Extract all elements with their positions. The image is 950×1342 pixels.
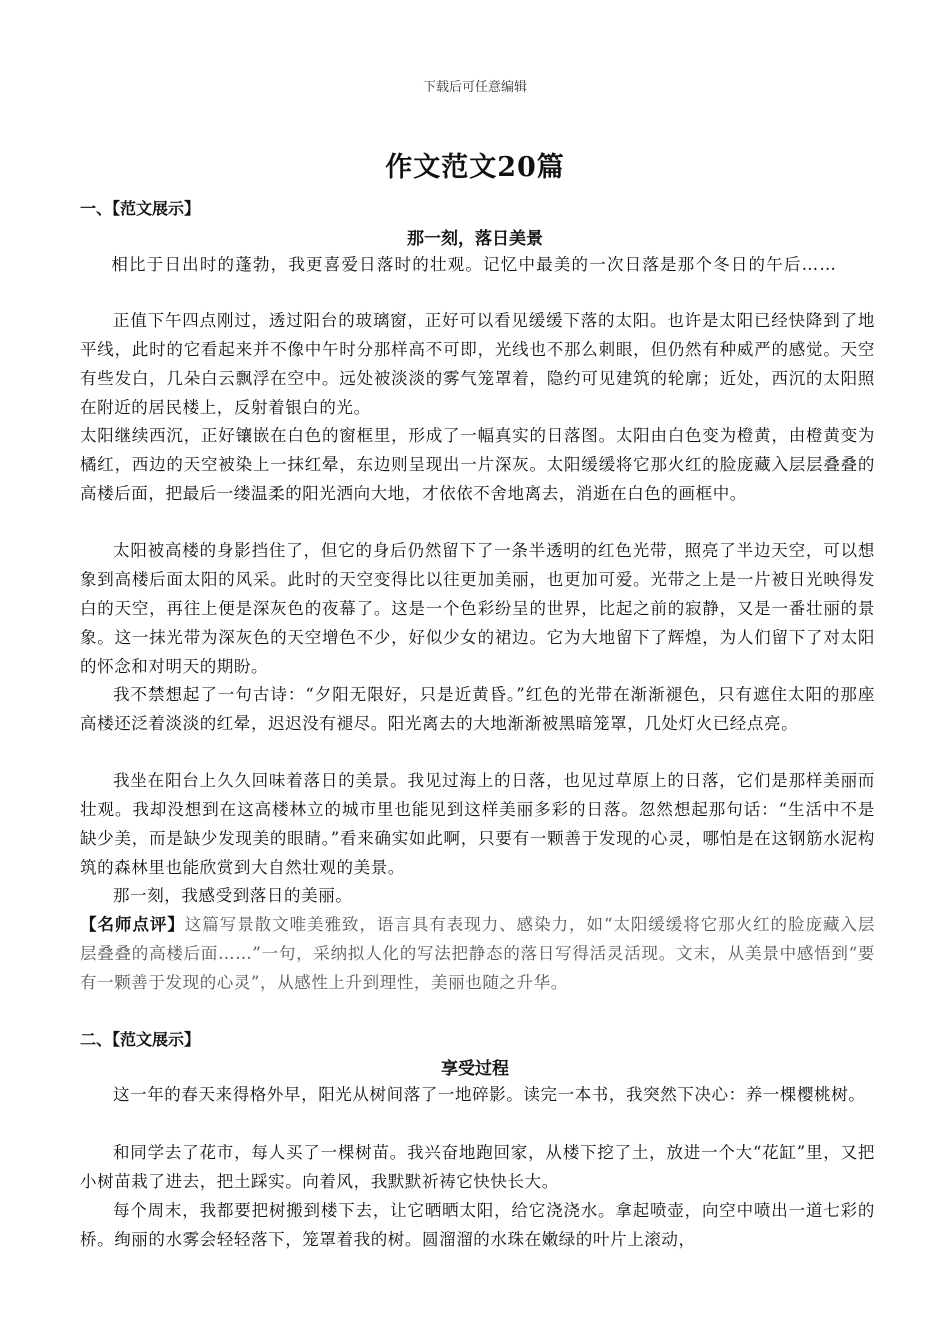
page-header: 下载后可任意编辑: [422, 80, 527, 95]
section-heading-1: 一、【范文展示】: [80, 199, 201, 218]
essay1-paragraph-3: 太阳继续西沉，正好镶嵌在白色的窗框里，形成了一幅真实的日落图。太阳由白色变为橙黄，由橙黄变为橘红，西边的天空被染上一抹红晕，东边则呈现出一片深灰。太阳缓缓将它那火红的脸庞藏入层层叠叠的高楼后面，把最后一缕温柔的阳光洒向大地，才依依不舍地离去，消逝在白色的画框中。: [80, 426, 875, 503]
essay2-paragraph-1: 这一年的春天来得格外早，阳光从树间落了一地碎影。读完一本书，我突然下决心：养一棵樱桃树。: [113, 1085, 866, 1104]
essay1-paragraph-2: 正值下午四点刚过，透过阳台的玻璃窗，正好可以看见缓缓下落的太阳。也许是太阳已经快降到了地平线，此时的它看起来并不像中午时分那样高不可即，光线也不那么刺眼，但仍然有种威严的感觉。天空有些发白，几朵白云飘浮在空中。远处被淡淡的雾气笼罩着，隐约可见建筑的轮廓；近处，西沉的太阳照在附近的居民楼上，反射着银白的光。: [80, 311, 875, 417]
essay2-paragraph-3: 每个周末，我都要把树搬到楼下去，让它晒晒太阳，给它浇浇水。拿起喷壶，向空中喷出一道七彩的桥。绚丽的水雾会轻轻落下，笼罩着我的树。圆溜溜的水珠在嫩绿的叶片上滚动，: [80, 1201, 875, 1249]
essay1-paragraph-7: 那一刻，我感受到落日的美丽。: [113, 886, 353, 905]
essay1-paragraph-5: 我不禁想起了一句古诗：“夕阳无限好，只是近黄昏。”红色的光带在渐渐褪色，只有遮住太阳的那座高楼还泛着淡淡的红晕，迟迟没有褪尽。阳光离去的大地渐渐被黑暗笼罩，几处灯火已经点亮。: [80, 685, 875, 733]
essay1-paragraph-6: 我坐在阳台上久久回味着落日的美景。我见过海上的日落，也见过草原上的日落，它们是那样美丽而壮观。我却没想到在这高楼林立的城市里也能见到这样美丽多彩的日落。忽然想起那句话：“生活中不是缺少美，而是缺少发现美的眼睛。”看来确实如此啊，只要有一颗善于发现的心灵，哪怕是在这钢筋水泥构筑的森林里也能欣赏到大自然壮观的美景。: [80, 771, 875, 877]
teacher-comment-label: 【名师点评】: [80, 915, 185, 934]
document-title: 作文范文20篇: [385, 152, 565, 183]
essay1-paragraph-1: 相比于日出时的蓬勃，我更喜爱日落时的壮观。记忆中最美的一次日落是那个冬日的午后……: [111, 255, 838, 274]
essay1-paragraph-4: 太阳被高楼的身影挡住了，但它的身后仍然留下了一条半透明的红色光带，照亮了半边天空，可以想象到高楼后面太阳的风采。此时的天空变得比以往更加美丽，也更加可爱。光带之上是一片被日光映得发白的天空，再往上便是深灰色的夜幕了。这是一个色彩纷呈的世界，比起之前的寂静，又是一番壮丽的景象。这一抹光带为深灰色的天空增色不少，好似少女的裙边。它为大地留下了辉煌，为人们留下了对太阳的怀念和对明天的期盼。: [80, 541, 875, 676]
essay2-paragraph-2: 和同学去了花市，每人买了一棵树苗。我兴奋地跑回家，从楼下挖了土，放进一个大“花缸”里，又把小树苗栽了进去，把土踩实。向着风，我默默祈祷它快快长大。: [80, 1143, 875, 1191]
essay-title-1: 那一刻，落日美景: [407, 229, 543, 249]
teacher-comment: [80, 910, 875, 997]
section-heading-2: 二、【范文展示】: [80, 1030, 201, 1049]
teacher-comment-text: 这篇写景散文唯美雅致，语言具有表现力、感染力，如“太阳缓缓将它那火红的脸庞藏入层层叠叠的高楼后面……”一句，采纳拟人化的写法把静态的落日写得活灵活现。文末，从美景中感悟到“要有一颗善于发现的心灵”，从感性上升到理性，美丽也随之升华。: [80, 915, 875, 992]
essay-title-2: 享受过程: [441, 1059, 509, 1079]
